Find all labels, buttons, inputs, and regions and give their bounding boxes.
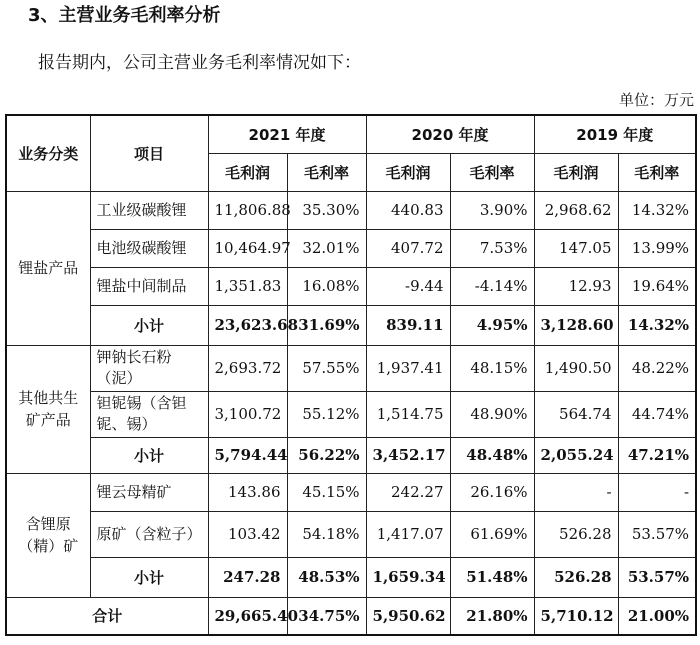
value-cell: 53.57%: [618, 511, 696, 557]
header-gross-margin: 毛利率: [618, 153, 696, 191]
subtotal-row: [6, 437, 696, 473]
subtotal-value: 23,623.68: [208, 305, 287, 345]
subtotal-row: [6, 305, 696, 345]
total-label: 合计: [6, 597, 208, 635]
value-cell: 26.16%: [450, 473, 534, 511]
item-cell: 工业级碳酸锂: [90, 191, 208, 229]
section-heading: 3、主营业务毛利率分析: [28, 5, 221, 26]
value-cell: 13.99%: [618, 229, 696, 267]
value-cell: 32.01%: [287, 229, 366, 267]
gross-margin-table: [5, 114, 697, 636]
header-year: 2020 年度: [366, 115, 534, 153]
value-cell: 35.30%: [287, 191, 366, 229]
subtotal-value: 48.48%: [450, 437, 534, 473]
value-cell: 7.53%: [450, 229, 534, 267]
item-cell: 锂盐中间制品: [90, 267, 208, 305]
value-cell: 19.64%: [618, 267, 696, 305]
table-row: [6, 473, 696, 511]
table-row: [6, 345, 696, 391]
table-row: [6, 191, 696, 229]
table-row: [6, 511, 696, 557]
total-row: [6, 597, 696, 635]
header-gross-margin: 毛利率: [287, 153, 366, 191]
value-cell: 48.22%: [618, 345, 696, 391]
item-cell: 电池级碳酸锂: [90, 229, 208, 267]
item-cell: 钾钠长石粉（泥）: [90, 345, 208, 391]
subtotal-value: 247.28: [208, 557, 287, 597]
value-cell: 2,693.72: [208, 345, 287, 391]
subtotal-value: 51.48%: [450, 557, 534, 597]
value-cell: 407.72: [366, 229, 450, 267]
subtotal-value: 1,659.34: [366, 557, 450, 597]
value-cell: 526.28: [534, 511, 618, 557]
value-cell: 1,490.50: [534, 345, 618, 391]
category-cell: [6, 191, 90, 345]
header-gross-profit: 毛利润: [208, 153, 287, 191]
item-cell: 钽铌锡（含钽铌、锡）: [90, 391, 208, 437]
value-cell: 440.83: [366, 191, 450, 229]
subtotal-value: 4.95%: [450, 305, 534, 345]
value-cell: 1,417.07: [366, 511, 450, 557]
value-cell: 1,514.75: [366, 391, 450, 437]
value-cell: 14.32%: [618, 191, 696, 229]
category-label: 锂盐产品: [18, 259, 79, 277]
subtotal-value: 53.57%: [618, 557, 696, 597]
value-cell: 44.74%: [618, 391, 696, 437]
subtotal-value: 3,128.60: [534, 305, 618, 345]
value-cell: 54.18%: [287, 511, 366, 557]
value-cell: 1,351.83: [208, 267, 287, 305]
subtotal-label: 小计: [90, 557, 208, 597]
value-cell: -9.44: [366, 267, 450, 305]
value-cell: -: [618, 473, 696, 511]
total-value: 5,950.62: [366, 597, 450, 635]
subtotal-value: 526.28: [534, 557, 618, 597]
value-cell: 48.15%: [450, 345, 534, 391]
intro-paragraph: 报告期内，公司主营业务毛利率情况如下：: [38, 53, 361, 73]
subtotal-label: 小计: [90, 305, 208, 345]
value-cell: 564.74: [534, 391, 618, 437]
item-cell: 锂云母精矿: [90, 473, 208, 511]
header-gross-profit: 毛利润: [534, 153, 618, 191]
total-value: 5,710.12: [534, 597, 618, 635]
value-cell: 143.86: [208, 473, 287, 511]
header-row-years: [6, 115, 696, 153]
header-year: 2021 年度: [208, 115, 366, 153]
category-cell: [6, 345, 90, 473]
category-label: 其他共生矿产品: [18, 389, 79, 429]
subtotal-value: 2,055.24: [534, 437, 618, 473]
header-item: 项目: [90, 115, 208, 191]
value-cell: 61.69%: [450, 511, 534, 557]
value-cell: 57.55%: [287, 345, 366, 391]
subtotal-row: [6, 557, 696, 597]
subtotal-value: 47.21%: [618, 437, 696, 473]
value-cell: 147.05: [534, 229, 618, 267]
category-label: 含锂原（精）矿: [18, 515, 79, 555]
value-cell: 242.27: [366, 473, 450, 511]
value-cell: 45.15%: [287, 473, 366, 511]
value-cell: 16.08%: [287, 267, 366, 305]
total-value: 21.80%: [450, 597, 534, 635]
total-value: 29,665.40: [208, 597, 287, 635]
value-cell: -: [534, 473, 618, 511]
table-row: [6, 391, 696, 437]
subtotal-value: 839.11: [366, 305, 450, 345]
value-cell: 11,806.88: [208, 191, 287, 229]
value-cell: 2,968.62: [534, 191, 618, 229]
subtotal-value: 56.22%: [287, 437, 366, 473]
total-value: 34.75%: [287, 597, 366, 635]
header-category: 业务分类: [6, 115, 90, 191]
subtotal-value: 48.53%: [287, 557, 366, 597]
header-year: 2019 年度: [534, 115, 696, 153]
value-cell: 55.12%: [287, 391, 366, 437]
total-value: 21.00%: [618, 597, 696, 635]
category-cell: [6, 473, 90, 597]
subtotal-value: 31.69%: [287, 305, 366, 345]
table-row: [6, 267, 696, 305]
value-cell: 48.90%: [450, 391, 534, 437]
subtotal-value: 3,452.17: [366, 437, 450, 473]
value-cell: 10,464.97: [208, 229, 287, 267]
value-cell: 103.42: [208, 511, 287, 557]
value-cell: 12.93: [534, 267, 618, 305]
table-row: [6, 229, 696, 267]
subtotal-label: 小计: [90, 437, 208, 473]
value-cell: -4.14%: [450, 267, 534, 305]
subtotal-value: 14.32%: [618, 305, 696, 345]
item-cell: 原矿（含粒子）: [90, 511, 208, 557]
unit-label: 单位：万元: [618, 91, 694, 109]
header-gross-profit: 毛利润: [366, 153, 450, 191]
value-cell: 1,937.41: [366, 345, 450, 391]
subtotal-value: 5,794.44: [208, 437, 287, 473]
header-gross-margin: 毛利率: [450, 153, 534, 191]
value-cell: 3.90%: [450, 191, 534, 229]
value-cell: 3,100.72: [208, 391, 287, 437]
